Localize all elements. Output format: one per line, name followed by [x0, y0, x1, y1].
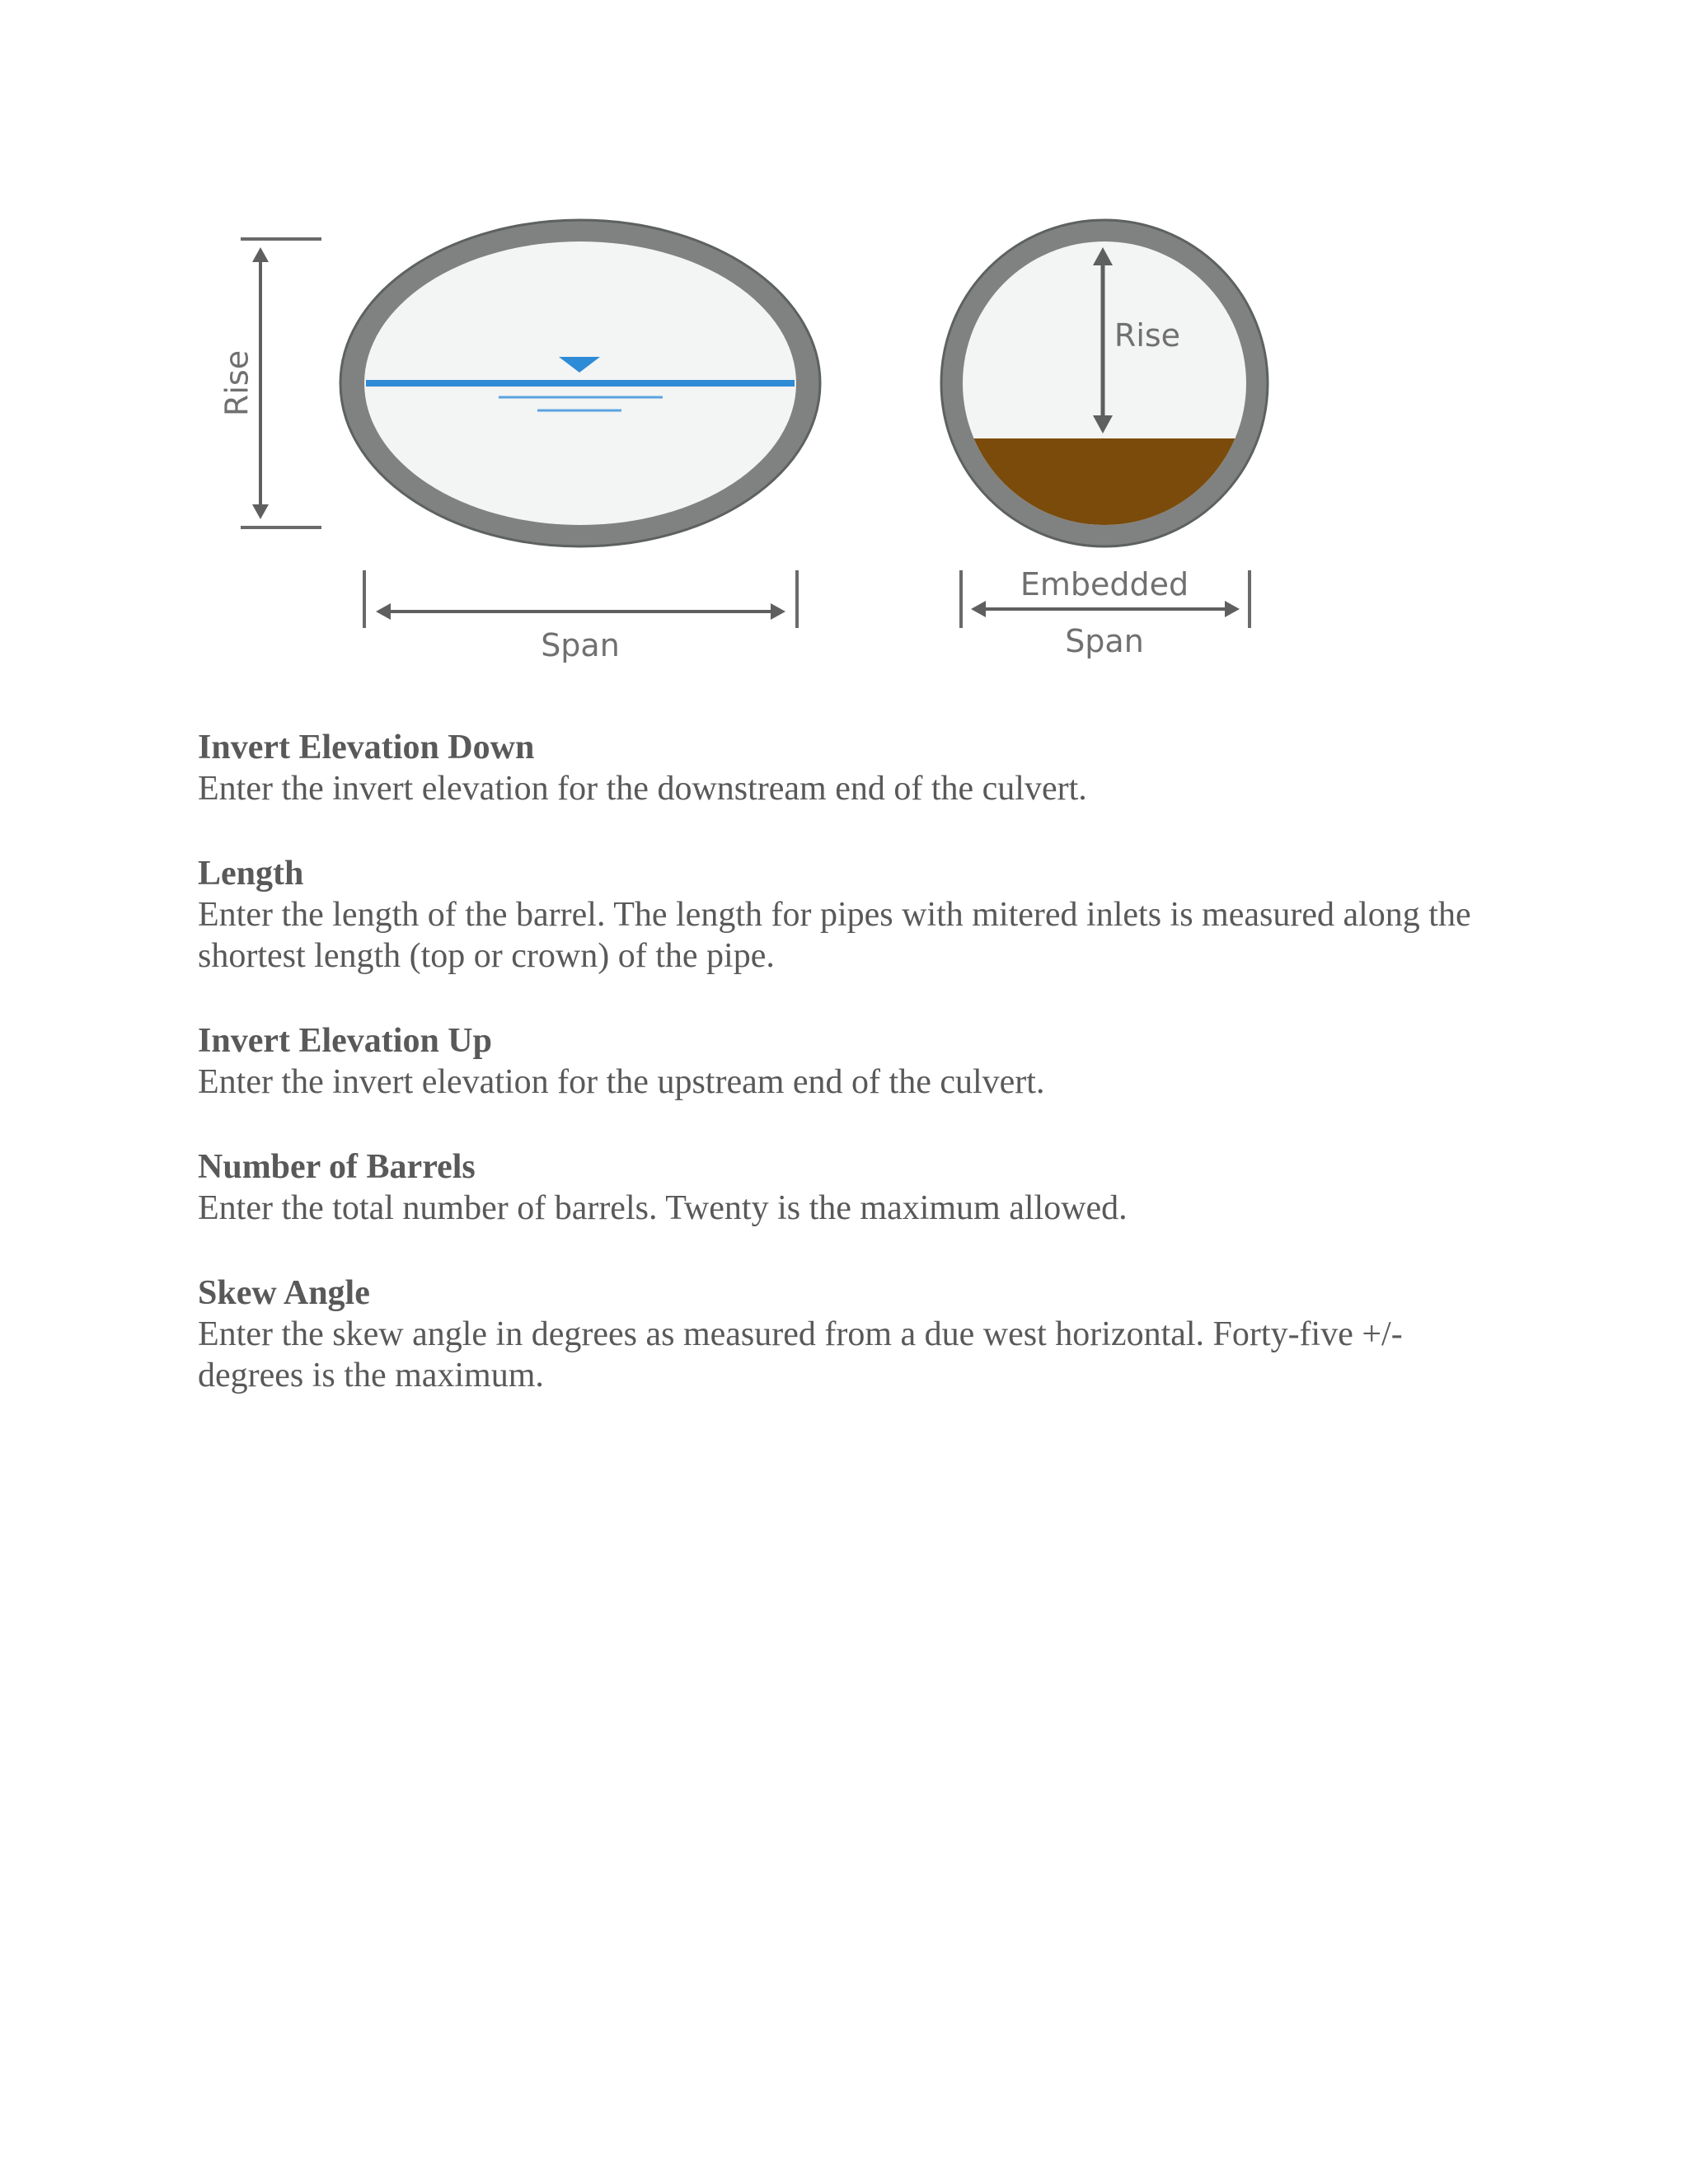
section-title: Number of Barrels — [198, 1148, 476, 1186]
circular-rise-label: Rise — [1114, 317, 1181, 354]
span-arrow-right-icon — [771, 603, 785, 620]
section-title: Invert Elevation Down — [198, 729, 535, 766]
circular-span-arrow-right-icon — [1225, 601, 1240, 617]
section-title: Invert Elevation Up — [198, 1022, 492, 1060]
rise-arrow-down-icon — [252, 504, 269, 519]
field-descriptions — [198, 727, 1484, 1440]
section-number-of-barrels — [198, 1146, 1484, 1229]
section-body: Enter the invert elevation for the downstream end of the culvert. — [198, 770, 1087, 808]
section-body: Enter the skew angle in degrees as measured from a due west horizontal. Forty-five +/- degrees is the maximum. — [198, 1315, 1403, 1394]
elliptical-rise-label: Rise — [218, 349, 256, 417]
section-invert-elevation-down — [198, 727, 1484, 809]
rise-arrow-up-icon — [252, 247, 269, 262]
section-title: Skew Angle — [198, 1274, 370, 1312]
circular-span-label: Span — [1065, 623, 1144, 659]
section-body: Enter the length of the barrel. The length for pipes with mitered inlets is measured along the shortest length (top or crown) of the pipe. — [198, 896, 1471, 975]
elliptical-span-label: Span — [541, 627, 620, 663]
circular-span-arrow-left-icon — [971, 601, 986, 617]
embedded-label: Embedded — [1020, 566, 1189, 602]
section-invert-elevation-up — [198, 1020, 1484, 1103]
section-title: Length — [198, 855, 304, 893]
culvert-shapes-figure — [181, 198, 1335, 692]
span-arrow-left-icon — [376, 603, 391, 620]
section-skew-angle — [198, 1272, 1484, 1396]
section-body: Enter the invert elevation for the upstream end of the culvert. — [198, 1063, 1045, 1101]
section-body: Enter the total number of barrels. Twenty is the maximum allowed. — [198, 1189, 1128, 1227]
culvert-diagram — [181, 198, 1335, 692]
section-length — [198, 853, 1484, 977]
